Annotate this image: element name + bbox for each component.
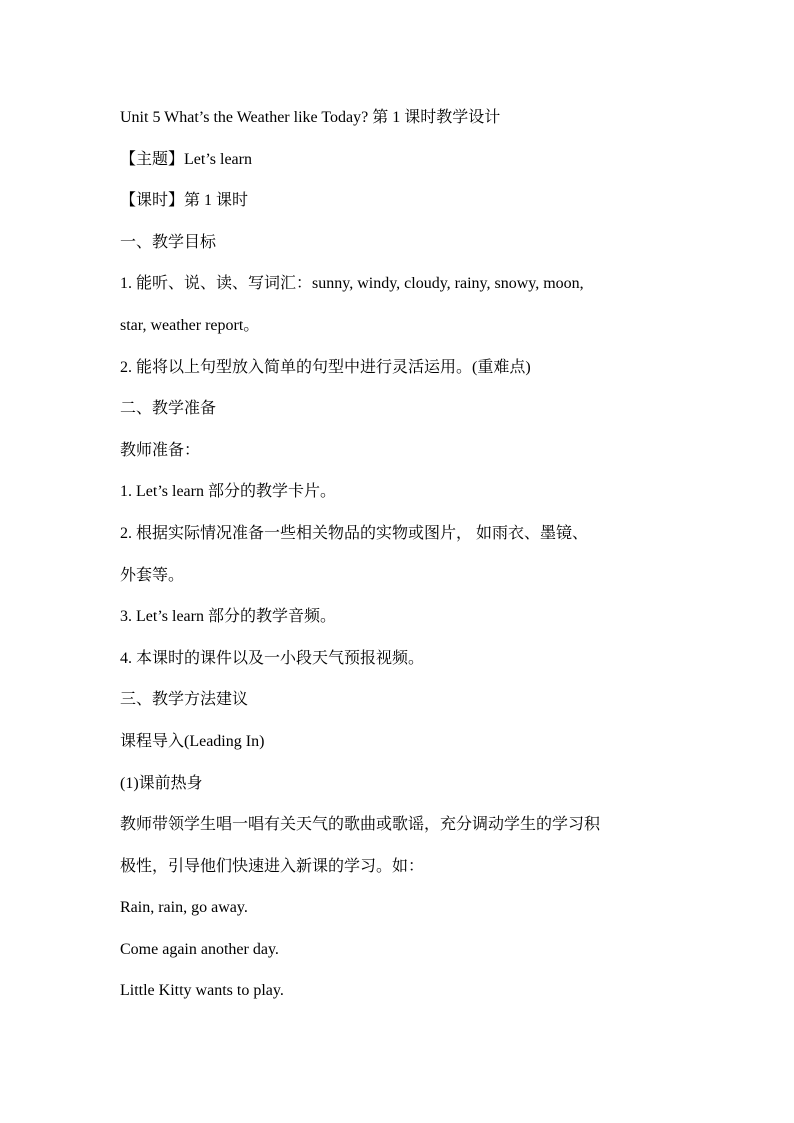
section-heading-objectives: 一、教学目标 [120, 233, 217, 251]
section-heading-preparation: 二、教学准备 [120, 400, 217, 418]
warm-up-paragraph-line-1: 教师带领学生唱一唱有关天气的歌曲或歌谣，充分调动学生的学习积 [120, 816, 601, 834]
prep-item-2-line-1: 2. 根据实际情况准备一些相关物品的实物或图片， 如雨衣、墨镜、 [120, 524, 589, 542]
prep-item-4: 4. 本课时的课件以及一小段天气预报视频。 [120, 649, 425, 667]
prep-item-1: 1. Let’s learn 部分的教学卡片。 [120, 483, 336, 501]
section-heading-methods: 三、教学方法建议 [120, 691, 249, 709]
song-line-2: Come again another day. [120, 940, 279, 958]
leading-in-subheading: 课程导入(Leading In) [120, 732, 265, 750]
prep-item-3: 3. Let’s learn 部分的教学音频。 [120, 608, 336, 626]
song-line-1: Rain, rain, go away. [120, 899, 248, 917]
topic-line: 【主题】Let’s learn [120, 150, 252, 168]
document-body [120, 105, 680, 1020]
period-line: 【课时】第 1 课时 [120, 192, 249, 210]
objective-item-1-line-2: star, weather report。 [120, 316, 260, 334]
objective-item-1-line-1: 1. 能听、说、读、写词汇：sunny, windy, cloudy, rainy, snowy, moon, [120, 275, 584, 293]
prep-item-2-line-2: 外套等。 [120, 566, 185, 584]
document-title: Unit 5 What’s the Weather like Today? 第 1 课时教学设计 [120, 109, 501, 126]
objective-item-2: 2. 能将以上句型放入简单的句型中进行灵活运用。(重难点) [120, 358, 531, 376]
warm-up-step: (1)课前热身 [120, 774, 203, 792]
song-line-3: Little Kitty wants to play. [120, 982, 284, 1000]
warm-up-paragraph-line-2: 极性，引导他们快速进入新课的学习。如： [120, 857, 425, 875]
teacher-prep-label: 教师准备： [120, 441, 201, 459]
